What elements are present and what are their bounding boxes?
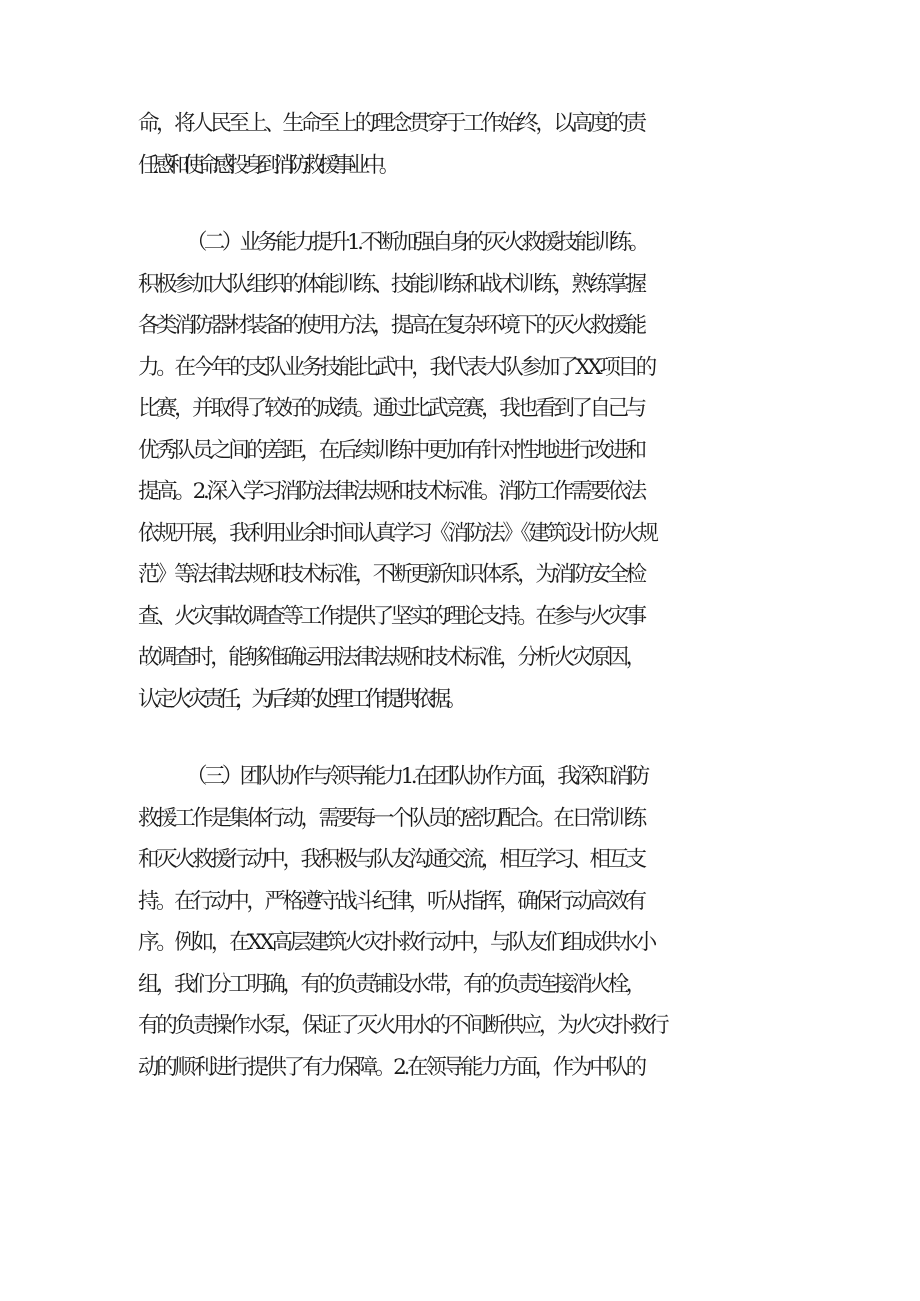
section-heading-line: （二）业务能力提升1.不断加强自身的灭火救援技能训练。 (186, 230, 647, 255)
text-line: 范》等法律法规和技术标准，不断更新知识体系，为消防安全检 (138, 562, 644, 587)
text-line: 救援工作是集体行动，需要每一个队员的密切配合。在日常训练 (138, 805, 644, 831)
text-line: 组，我们分工明确，有的负责铺设水带，有的负责连接消火栓， (138, 971, 644, 997)
text-line: 各类消防器材装备的使用方法，提高在复杂环境下的灭火救援能 (138, 313, 644, 338)
text-line: 任感和使命感投身到消防救援事业中。 (138, 152, 394, 178)
text-line: 提高。2.深入学习消防法律法规和技术标准。消防工作需要依法 (138, 479, 644, 504)
text-line: 认定火灾责任，为后续的处理工作提供依据。 (138, 686, 463, 712)
document-body (0, 103, 920, 1088)
text-line: 命，将人民至上、生命至上的理念贯穿于工作始终，以高度的责 (138, 111, 644, 136)
text-line: 比赛，并取得了较好的成绩。通过比武竞赛，我也看到了自己与 (138, 396, 644, 421)
text-line: 优秀队员之间的差距，在后续训练中更加有针对性地进行改进和 (138, 437, 644, 463)
text-line: 和灭火救援行动中，我积极与队友沟通交流，相互学习、相互支 (138, 847, 644, 872)
text-line: 查、火灾事故调查等工作提供了坚实的理论支持。在参与火灾事 (138, 603, 644, 629)
text-line: 有的负责操作水泵，保证了灭火用水的不间断供应，为火灾扑救行 (138, 1013, 667, 1038)
text-line: 持。在行动中，严格遵守战斗纪律，听从指挥，确保行动高效有 (138, 888, 644, 914)
text-line: 力。在今年的支队业务技能比武中，我代表大队参加了XX项目的 (138, 354, 654, 380)
text-line: 序。例如，在XX高层建筑火灾扑救行动中，与队友们组成供水小 (138, 930, 654, 955)
section-heading-line: （三）团队协作与领导能力1.在团队协作方面，我深知消防 (186, 764, 647, 789)
paragraph-gap (0, 186, 920, 222)
text-line: 积极参加大队组织的体能训练、技能训练和战术训练，熟练掌握 (138, 271, 644, 297)
paragraph-gap (0, 720, 920, 756)
text-line: 动的顺利进行提供了有力保障。2.在领导能力方面，作为中队的 (138, 1054, 644, 1080)
text-line: 故调查时，能够准确运用法律法规和技术标准，分析火灾原因， (138, 645, 644, 670)
text-line: 依规开展，我利用业余时间认真学习《消防法》《建筑设计防火规 (138, 520, 656, 546)
